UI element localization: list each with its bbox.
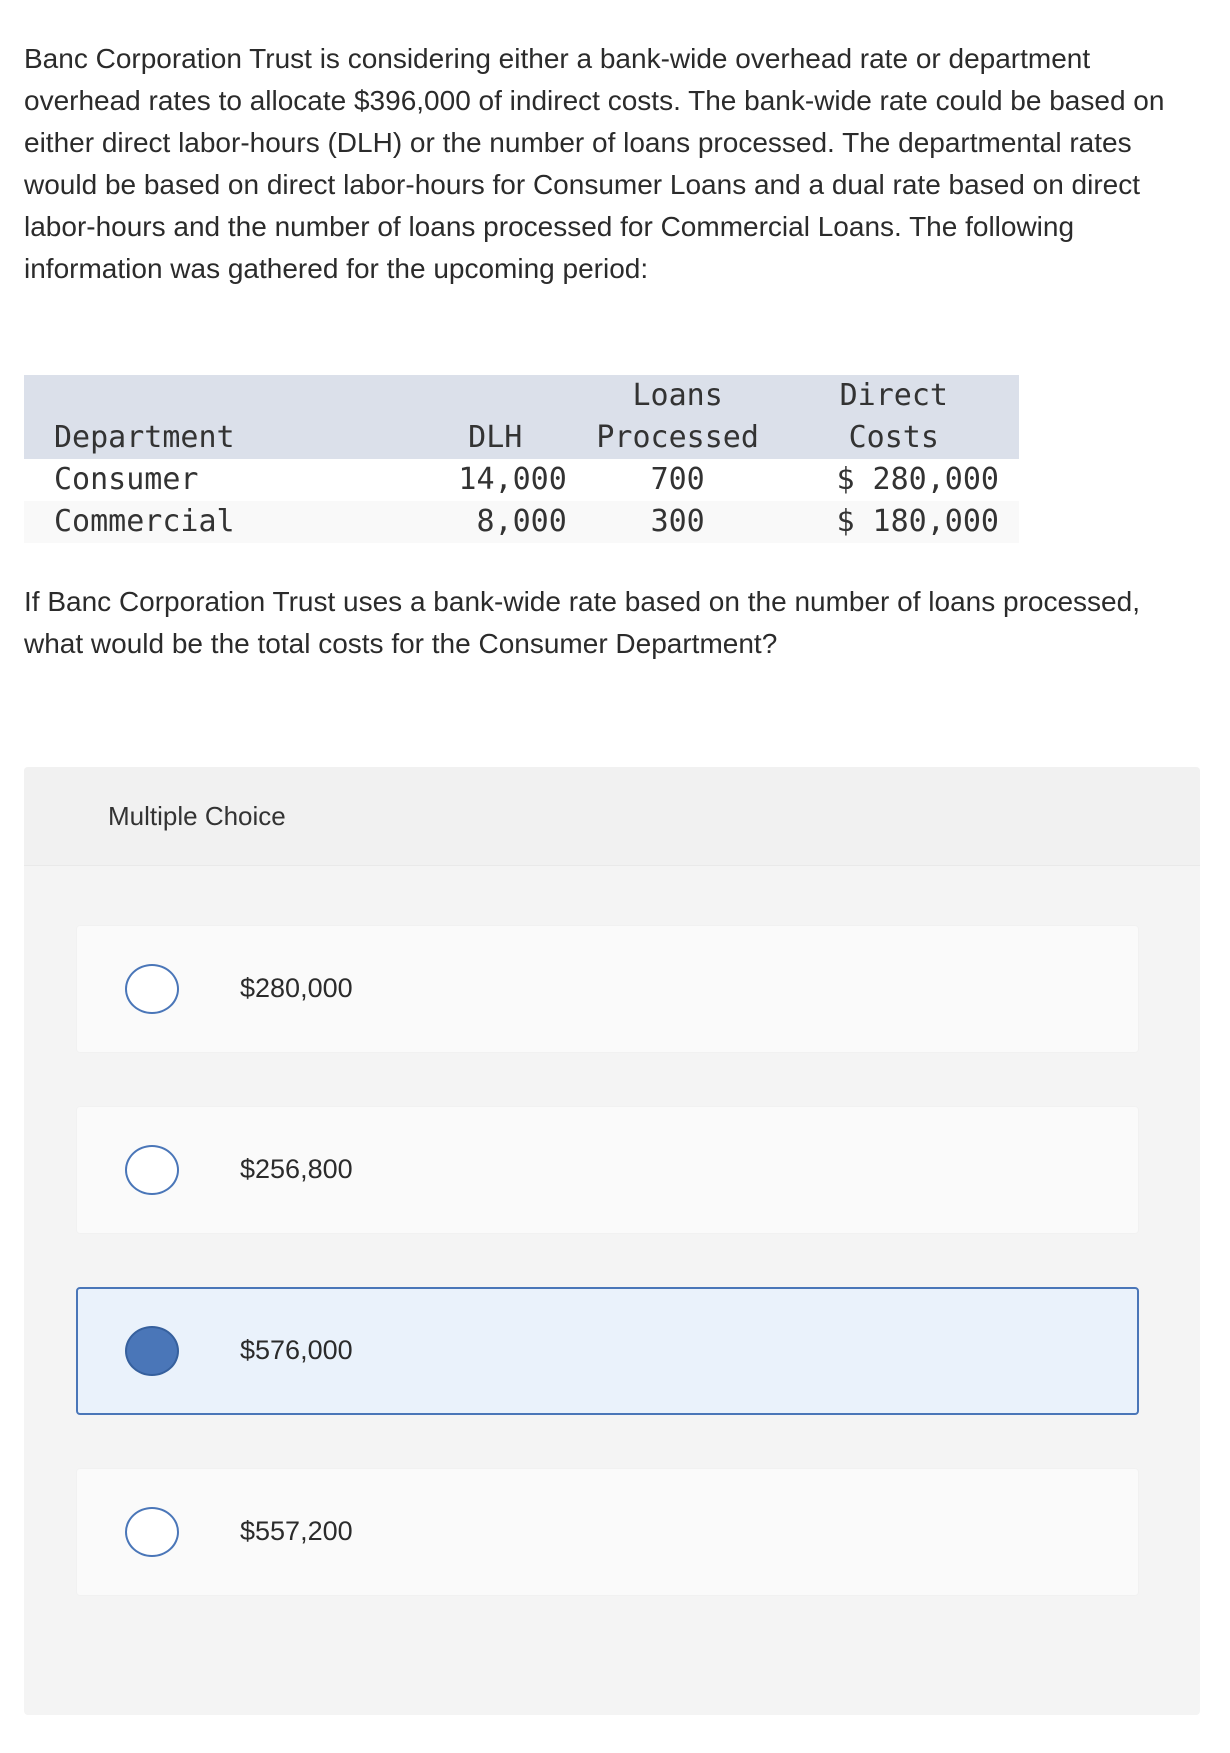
multiple-choice-panel xyxy=(24,767,1200,1715)
multiple-choice-header xyxy=(24,767,1200,866)
radio-button-icon[interactable] xyxy=(125,964,179,1014)
header-loans-line2: Processed xyxy=(596,420,759,455)
answer-option-label: $557,200 xyxy=(240,1516,353,1546)
answer-option-3[interactable] xyxy=(76,1287,1139,1415)
cell-costs: $ 180,000 xyxy=(789,501,1019,543)
radio-button-icon[interactable] xyxy=(125,1507,179,1557)
answer-option-label: $256,800 xyxy=(240,1154,353,1184)
answer-option-label: $280,000 xyxy=(240,973,353,1003)
header-loans-processed xyxy=(567,375,789,459)
multiple-choice-title: Multiple Choice xyxy=(108,801,286,831)
header-direct-costs xyxy=(789,375,1019,459)
answer-option-1[interactable] xyxy=(76,925,1139,1053)
header-costs-line1: Direct xyxy=(839,378,948,413)
cell-loans: 700 xyxy=(567,459,789,501)
answer-option-label: $576,000 xyxy=(240,1335,353,1365)
radio-button-icon[interactable] xyxy=(125,1145,179,1195)
table-header-row xyxy=(24,375,1019,459)
cell-department: Consumer xyxy=(24,459,424,501)
question-intro-text: Banc Corporation Trust is considering either a bank-wide overhead rate or department overhead rates to allocate $396,000 of indirect costs. The bank-wide rate could be based on either direct labor-hours (DLH) or the number of loans processed. The departmental rates would be based on direct labor-hours for Consumer Loans and a dual rate based on direct labor-hours and the number of loans processed for Commercial Loans. The following information was gathered for the upcoming period: xyxy=(24,43,1165,284)
cell-dlh: 14,000 xyxy=(424,459,567,501)
table-row xyxy=(24,501,1019,543)
table-row xyxy=(24,459,1019,501)
cost-data-table xyxy=(24,375,1019,543)
cell-costs: $ 280,000 xyxy=(789,459,1019,501)
answer-option-2[interactable] xyxy=(76,1106,1139,1234)
header-costs-line2: Costs xyxy=(848,420,939,455)
header-loans-line1: Loans xyxy=(632,378,723,413)
answer-option-4[interactable] xyxy=(76,1468,1139,1596)
cell-dlh: 8,000 xyxy=(424,501,567,543)
header-dlh: DLH xyxy=(424,375,567,459)
radio-button-selected-icon[interactable] xyxy=(125,1326,179,1376)
question-text: If Banc Corporation Trust uses a bank-wide rate based on the number of loans processed, what would be the total costs for the Consumer Department? xyxy=(24,586,1140,659)
cell-loans: 300 xyxy=(567,501,789,543)
header-department: Department xyxy=(24,375,424,459)
cell-department: Commercial xyxy=(24,501,424,543)
